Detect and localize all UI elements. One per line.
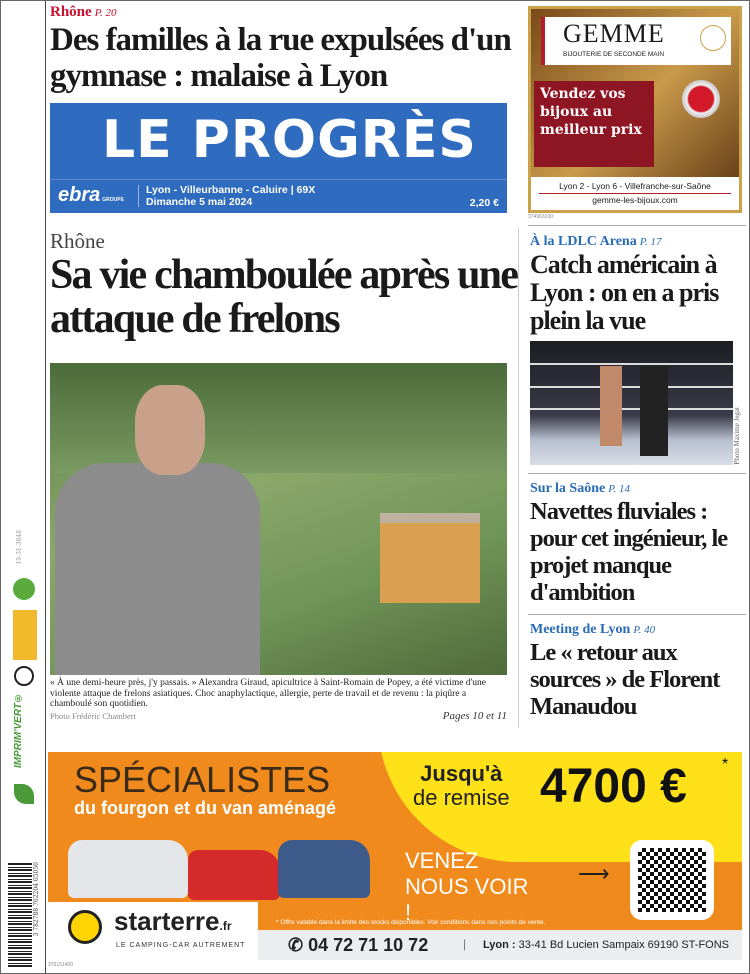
press-label-icon	[13, 610, 37, 660]
barcode-number: 3 782788 702204 05050	[33, 862, 40, 937]
side-story-kicker: À la LDLC Arena P. 17	[530, 234, 662, 249]
van-red	[188, 850, 280, 900]
ring-icon	[679, 77, 723, 121]
leaf-icon	[14, 784, 34, 804]
pages-link[interactable]: Pages 10 et 11	[442, 709, 507, 722]
arrow-icon: ⟶	[578, 861, 610, 886]
gemme-logo: GEMME BIJOUTERIE DE SECONDE MAIN	[541, 17, 731, 65]
print-code: 19-31-3848	[16, 530, 23, 565]
top-story-kicker: Rhône P. 20	[50, 4, 117, 20]
top-story-headline[interactable]: Des familles à la rue expulsées d'un gymnase : malaise à Lyon	[50, 22, 511, 94]
ad-disclaimer: * Offre valable dans la limite des stocks disponibles. Voir conditions dans nos points de vente.	[276, 919, 546, 926]
masthead-info: Lyon - Villeurbanne - Caluire | 69X Dimanche 5 mai 2024	[146, 184, 316, 208]
starterre-logo: starterre.fr LE CAMPING-CAR AUTREMENT	[48, 902, 258, 960]
side-story-kicker: Sur la Saône P. 14	[530, 481, 631, 496]
ad-ref: 374963100	[528, 214, 554, 220]
gemme-slogan: Vendez vos bijoux au meilleur prix	[534, 81, 654, 167]
side-story-headline[interactable]: Navettes fluviales : pour cet ingénieur, le projet manque d'ambition	[530, 498, 728, 606]
masthead-title: LE PROGRÈS	[102, 110, 477, 170]
van-white	[68, 840, 188, 898]
photo-credit: Photo Frédéric Chambert	[50, 710, 136, 721]
barcode	[8, 862, 32, 967]
ebra-logo: ebra GROUPE	[58, 184, 124, 206]
side-story-kicker: Meeting de Lyon P. 40	[530, 622, 656, 637]
main-story-headline[interactable]: Sa vie chamboulée après une attaque de frelons	[50, 252, 518, 342]
imprimvert-label: IMPRIM'VERT®	[13, 692, 24, 768]
catch-photo[interactable]	[530, 341, 733, 465]
gemme-ad[interactable]	[528, 6, 742, 213]
side-story-headline[interactable]: Le « retour aux sources » de Florent Manaudou	[530, 639, 720, 720]
ad-ref: 376151400	[48, 962, 74, 968]
ad-title: SPÉCIALISTES	[74, 759, 331, 800]
van-blue	[278, 840, 370, 898]
recycle-icon	[13, 578, 35, 600]
price: 2,20 €	[469, 197, 499, 209]
masthead	[50, 103, 507, 213]
caption-footer	[50, 710, 507, 722]
main-story-caption: « À une demi-heure près, j'y passais. » Alexandra Giraud, apicultrice à Saint-Romain de Popey, a été victime d'une violente attaque de frelons asiatiques. Choc anaphylactique, allergie, perte de travail et de revenu : la piqûre a chamboulé son quotidien.	[50, 678, 486, 709]
gemme-contact: Lyon 2 - Lyon 6 - Villefranche-sur-Saône gemme-les-bijoux.com	[531, 177, 739, 210]
heart-diamond-icon	[700, 25, 726, 51]
qr-code[interactable]	[630, 840, 714, 920]
left-column	[50, 3, 520, 722]
side-story-headline[interactable]: Catch américain à Lyon : on en a pris plein la vue	[530, 250, 719, 335]
ad-contact-bar: ✆ 04 72 71 10 72 | Lyon : 33-41 Bd Lucien Sampaix 69190 ST-FONS	[258, 930, 742, 960]
starterre-ad[interactable]: SPÉCIALISTES du fourgon et du van aménagé Jusqu'à de remise 4700 € * VENEZ NOUS VOIR ! ⟶ starterre.fr LE CAMPING-CAR AUTREMENT * Offre valable dans la limite des stocks disponibles. Voir conditions dans nos points de vente. ✆ 04 72 71 10 72 | Lyon : 33-41 Bd Lucien Sampaix 69190 ST-FONS	[48, 752, 742, 960]
main-story-photo[interactable]	[50, 363, 507, 675]
phone-icon: ✆	[288, 935, 309, 955]
main-story-kicker: Rhône	[50, 229, 105, 253]
sidebar	[0, 0, 46, 974]
paper-logo-icon	[14, 666, 34, 686]
catch-photo-credit: Photo Maxime Jegat	[733, 407, 741, 465]
ad-cta: VENEZ NOUS VOIR !	[405, 848, 529, 925]
catch-photo-row	[530, 341, 746, 465]
ad-offer-prefix: Jusqu'à de remise	[413, 761, 510, 810]
right-column	[528, 225, 746, 720]
ad-amount: 4700 €	[540, 760, 687, 813]
ad-subtitle: du fourgon et du van aménagé	[74, 798, 337, 818]
